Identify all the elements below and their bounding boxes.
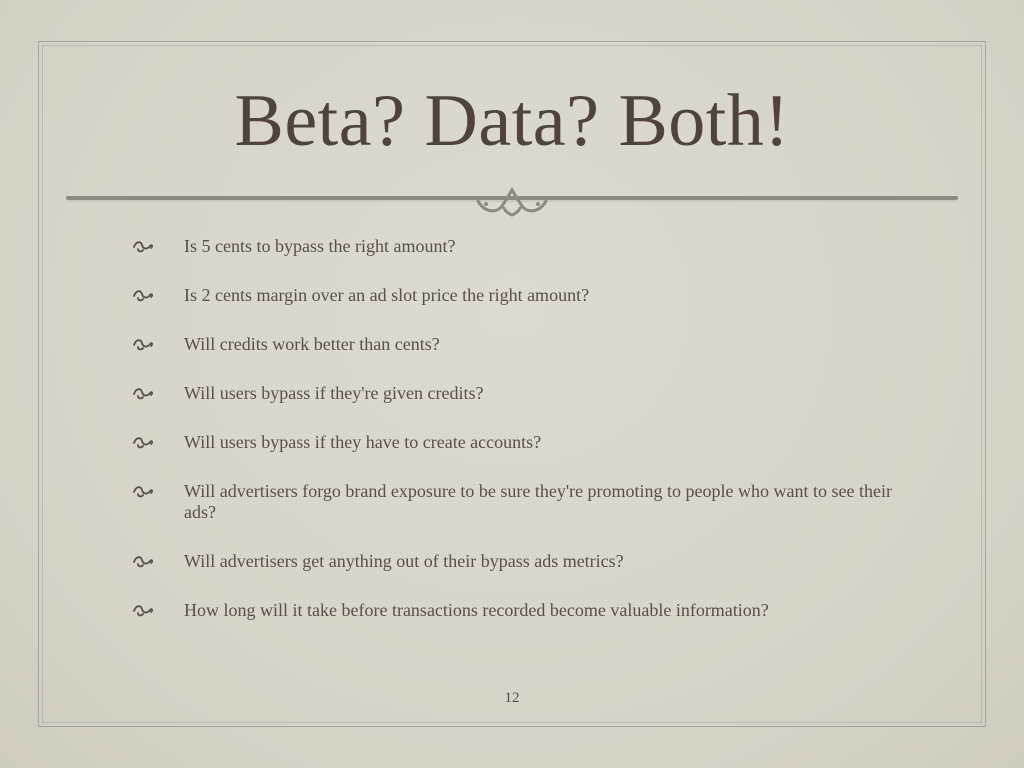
list-item-text: How long will it take before transactions recorded become valuable information? xyxy=(184,600,769,620)
list-item-text: Will users bypass if they're given credits? xyxy=(184,383,484,403)
fleuron-icon xyxy=(132,385,154,401)
list-item xyxy=(132,432,892,453)
fleuron-icon xyxy=(132,336,154,352)
list-item-text: Will users bypass if they have to create accounts? xyxy=(184,432,542,452)
list-item xyxy=(132,236,892,257)
list-item xyxy=(132,383,892,404)
title-divider xyxy=(0,182,1024,222)
fleuron-icon xyxy=(132,287,154,303)
list-item xyxy=(132,334,892,355)
list-item-text: Is 2 cents margin over an ad slot price the right amount? xyxy=(184,285,590,305)
fleuron-icon xyxy=(132,553,154,569)
fleuron-icon xyxy=(132,238,154,254)
list-item xyxy=(132,551,892,572)
slide-title: Beta? Data? Both! xyxy=(234,80,790,162)
list-item-text: Is 5 cents to bypass the right amount? xyxy=(184,236,456,256)
divider-ornament-icon xyxy=(478,190,546,215)
fleuron-icon xyxy=(132,434,154,450)
list-item-text: Will credits work better than cents? xyxy=(184,334,440,354)
fleuron-icon xyxy=(132,483,154,499)
list-item xyxy=(132,600,892,621)
list-item-text: Will advertisers forgo brand exposure to be sure they're promoting to people who want to see their ads? xyxy=(184,481,892,522)
fleuron-icon xyxy=(132,602,154,618)
list-item-text: Will advertisers get anything out of their bypass ads metrics? xyxy=(184,551,624,571)
bullet-list xyxy=(132,236,892,649)
page-number: 12 xyxy=(504,690,520,706)
list-item xyxy=(132,285,892,306)
list-item xyxy=(132,481,892,523)
